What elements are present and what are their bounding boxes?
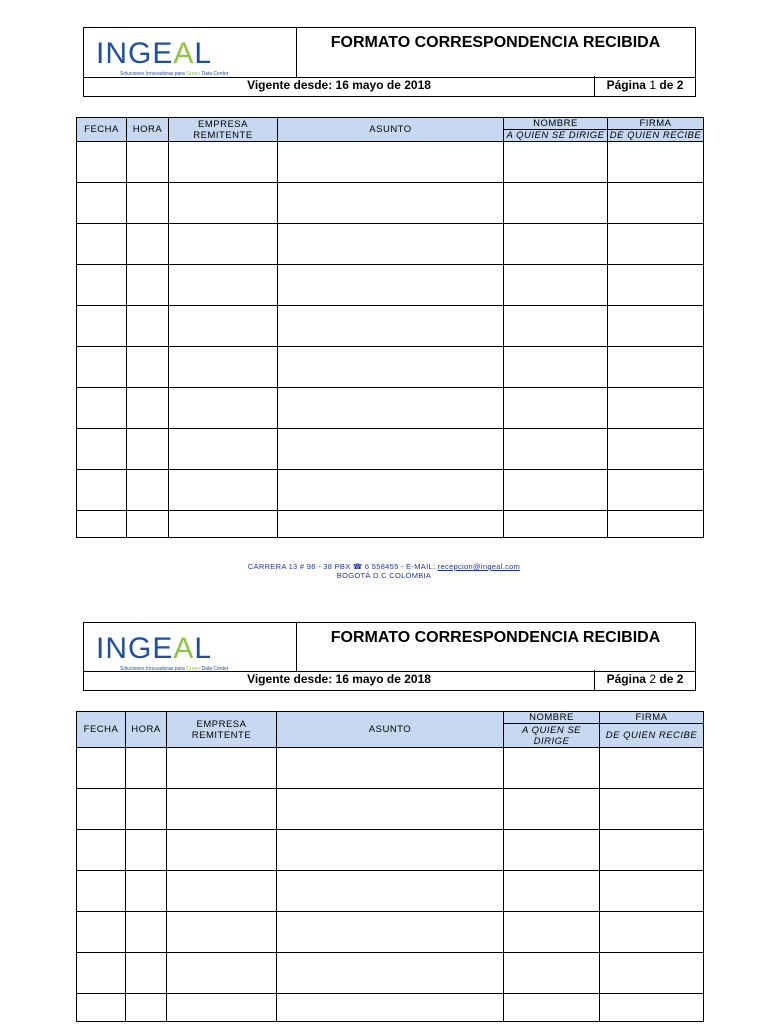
firma-cell[interactable] [608, 429, 704, 470]
form-title: FORMATO CORRESPONDENCIA RECIBIDA [330, 629, 661, 646]
col-nombre-subheader: A QUIEN SE DIRIGE [504, 724, 600, 748]
col-fecha-header: FECHA [77, 712, 126, 748]
firma-cell[interactable] [608, 306, 704, 347]
col-asunto-header: ASUNTO [277, 712, 504, 748]
empresa-cell[interactable] [167, 912, 277, 953]
table-row [77, 183, 704, 224]
empresa-cell[interactable] [167, 789, 277, 830]
col-hora-header: HORA [127, 118, 169, 142]
col-nombre-header: NOMBRE [504, 712, 600, 724]
fecha-cell[interactable] [77, 142, 127, 183]
asunto-cell[interactable] [278, 511, 504, 538]
hora-cell[interactable] [126, 830, 167, 871]
fecha-cell[interactable] [77, 183, 127, 224]
hora-cell[interactable] [127, 511, 169, 538]
page2-correspondence-table [76, 711, 704, 1022]
vigente-text: Vigente desde: 16 mayo de 2018 [247, 672, 431, 686]
col-firma-subheader: DE QUIEN RECIBE [608, 130, 704, 142]
col-firma-header: FIRMA [608, 118, 704, 130]
empresa-cell[interactable] [169, 388, 278, 429]
logo-wordmark: INGEAL [96, 632, 213, 665]
asunto-cell[interactable] [277, 871, 504, 912]
nombre-cell[interactable] [504, 748, 600, 789]
asunto-cell[interactable] [278, 347, 504, 388]
fecha-cell[interactable] [77, 871, 126, 912]
table-row [77, 953, 704, 994]
fecha-cell[interactable] [77, 388, 127, 429]
firma-cell[interactable] [600, 748, 704, 789]
nombre-cell[interactable] [504, 789, 600, 830]
asunto-cell[interactable] [278, 306, 504, 347]
table-row [77, 224, 704, 265]
col-empresa-header: EMPRESA REMITENTE [169, 118, 278, 142]
firma-cell[interactable] [600, 953, 704, 994]
footer-address-line: CARRERA 13 # 96 - 38 PBX ☎ 6 558455 - E-MAIL: recepcion@ingeal.com [247, 562, 521, 571]
nombre-cell[interactable] [504, 388, 608, 429]
col-empresa-header: EMPRESA REMITENTE [167, 712, 277, 748]
pagina-text: Página 1 de 2 [606, 78, 684, 92]
form-title: FORMATO CORRESPONDENCIA RECIBIDA [330, 34, 661, 51]
col-firma-header: FIRMA [600, 712, 704, 724]
firma-cell[interactable] [600, 994, 704, 1022]
table-row [77, 388, 704, 429]
table-row [77, 306, 704, 347]
fecha-cell[interactable] [77, 830, 126, 871]
empresa-cell[interactable] [167, 953, 277, 994]
hora-cell[interactable] [127, 224, 169, 265]
firma-cell[interactable] [600, 789, 704, 830]
fecha-cell[interactable] [77, 912, 126, 953]
hora-cell[interactable] [127, 470, 169, 511]
empresa-cell[interactable] [169, 142, 278, 183]
header-bottom-row [84, 670, 695, 690]
asunto-cell[interactable] [278, 224, 504, 265]
nombre-cell[interactable] [504, 142, 608, 183]
page2-header [83, 622, 696, 691]
empresa-cell[interactable] [167, 994, 277, 1022]
empresa-cell[interactable] [169, 347, 278, 388]
fecha-cell[interactable] [77, 306, 127, 347]
logo-wordmark: INGEAL [96, 37, 213, 70]
nombre-cell[interactable] [504, 511, 608, 538]
col-hora-header: HORA [126, 712, 167, 748]
empresa-cell[interactable] [169, 429, 278, 470]
header-bottom-row [84, 76, 695, 96]
table-row [77, 912, 704, 953]
firma-cell[interactable] [600, 830, 704, 871]
header-top-row [84, 623, 695, 672]
asunto-cell[interactable] [277, 994, 504, 1022]
col-fecha-header: FECHA [77, 118, 127, 142]
hora-cell[interactable] [127, 306, 169, 347]
hora-cell[interactable] [127, 142, 169, 183]
asunto-cell[interactable] [278, 470, 504, 511]
table-row [77, 748, 704, 789]
empresa-cell[interactable] [167, 748, 277, 789]
table-row [77, 511, 704, 538]
table-row [77, 994, 704, 1022]
hora-cell[interactable] [127, 388, 169, 429]
firma-cell[interactable] [600, 871, 704, 912]
table-row [77, 830, 704, 871]
empresa-cell[interactable] [167, 871, 277, 912]
logo-cell [84, 28, 297, 77]
logo-cell [84, 623, 297, 671]
page-footer [0, 562, 768, 580]
fecha-cell[interactable] [77, 265, 127, 306]
nombre-cell[interactable] [504, 224, 608, 265]
hora-cell[interactable] [127, 347, 169, 388]
firma-cell[interactable] [600, 912, 704, 953]
table-row [77, 347, 704, 388]
firma-cell[interactable] [608, 265, 704, 306]
nombre-cell[interactable] [504, 470, 608, 511]
asunto-cell[interactable] [278, 429, 504, 470]
page1-correspondence-table [76, 117, 704, 538]
nombre-cell[interactable] [504, 429, 608, 470]
hora-cell[interactable] [126, 789, 167, 830]
hora-cell[interactable] [126, 953, 167, 994]
pagina-cell [594, 76, 695, 96]
nombre-cell[interactable] [504, 994, 600, 1022]
asunto-cell[interactable] [278, 388, 504, 429]
logo-tagline: Soluciones Innovadoras para Green Data Center [120, 666, 229, 672]
fecha-cell[interactable] [77, 429, 127, 470]
fecha-cell[interactable] [77, 347, 127, 388]
table-row [77, 470, 704, 511]
firma-cell[interactable] [608, 142, 704, 183]
fecha-cell[interactable] [77, 470, 127, 511]
table-row [77, 265, 704, 306]
firma-cell[interactable] [608, 470, 704, 511]
fecha-cell[interactable] [77, 224, 127, 265]
asunto-cell[interactable] [278, 142, 504, 183]
firma-cell[interactable] [608, 183, 704, 224]
ingeal-logo [96, 630, 286, 674]
asunto-cell[interactable] [277, 748, 504, 789]
fecha-cell[interactable] [77, 953, 126, 994]
hora-cell[interactable] [127, 429, 169, 470]
hora-cell[interactable] [126, 748, 167, 789]
fecha-cell[interactable] [77, 994, 126, 1022]
page1-header [83, 27, 696, 97]
col-asunto-header: ASUNTO [278, 118, 504, 142]
asunto-cell[interactable] [277, 953, 504, 994]
nombre-cell[interactable] [504, 912, 600, 953]
hora-cell[interactable] [127, 265, 169, 306]
pagina-text: Página 2 de 2 [606, 672, 684, 686]
nombre-cell[interactable] [504, 306, 608, 347]
firma-cell[interactable] [608, 511, 704, 538]
asunto-cell[interactable] [277, 830, 504, 871]
nombre-cell[interactable] [504, 183, 608, 224]
fecha-cell[interactable] [77, 789, 126, 830]
empresa-cell[interactable] [167, 830, 277, 871]
firma-cell[interactable] [608, 347, 704, 388]
asunto-cell[interactable] [278, 265, 504, 306]
logo-tagline: Soluciones Innovadoras para Green Data Center [120, 71, 229, 77]
fecha-cell[interactable] [77, 511, 127, 538]
col-nombre-header: NOMBRE [504, 118, 608, 130]
empresa-cell[interactable] [169, 511, 278, 538]
table-row [77, 142, 704, 183]
fecha-cell[interactable] [77, 748, 126, 789]
vigente-text: Vigente desde: 16 mayo de 2018 [247, 78, 431, 92]
asunto-cell[interactable] [278, 183, 504, 224]
hora-cell[interactable] [127, 183, 169, 224]
hora-cell[interactable] [126, 871, 167, 912]
nombre-cell[interactable] [504, 871, 600, 912]
ingeal-logo [96, 35, 286, 79]
empresa-cell[interactable] [169, 470, 278, 511]
empresa-cell[interactable] [169, 183, 278, 224]
footer-city-line: BOGOTÁ D.C COLOMBIA [336, 571, 432, 580]
header-top-row [84, 28, 695, 78]
col-nombre-subheader: A QUIEN SE DIRIGE [504, 130, 608, 142]
pagina-cell [594, 670, 695, 690]
footer-email-link[interactable]: recepcion@ingeal.com [437, 562, 521, 571]
nombre-cell[interactable] [504, 830, 600, 871]
hora-cell[interactable] [126, 912, 167, 953]
empresa-cell[interactable] [169, 224, 278, 265]
table-row [77, 789, 704, 830]
firma-cell[interactable] [608, 224, 704, 265]
firma-cell[interactable] [608, 388, 704, 429]
table-row [77, 871, 704, 912]
empresa-cell[interactable] [169, 306, 278, 347]
nombre-cell[interactable] [504, 265, 608, 306]
asunto-cell[interactable] [277, 789, 504, 830]
nombre-cell[interactable] [504, 953, 600, 994]
empresa-cell[interactable] [169, 265, 278, 306]
asunto-cell[interactable] [277, 912, 504, 953]
table-row [77, 429, 704, 470]
col-firma-subheader: DE QUIEN RECIBE [600, 724, 704, 748]
hora-cell[interactable] [126, 994, 167, 1022]
nombre-cell[interactable] [504, 347, 608, 388]
